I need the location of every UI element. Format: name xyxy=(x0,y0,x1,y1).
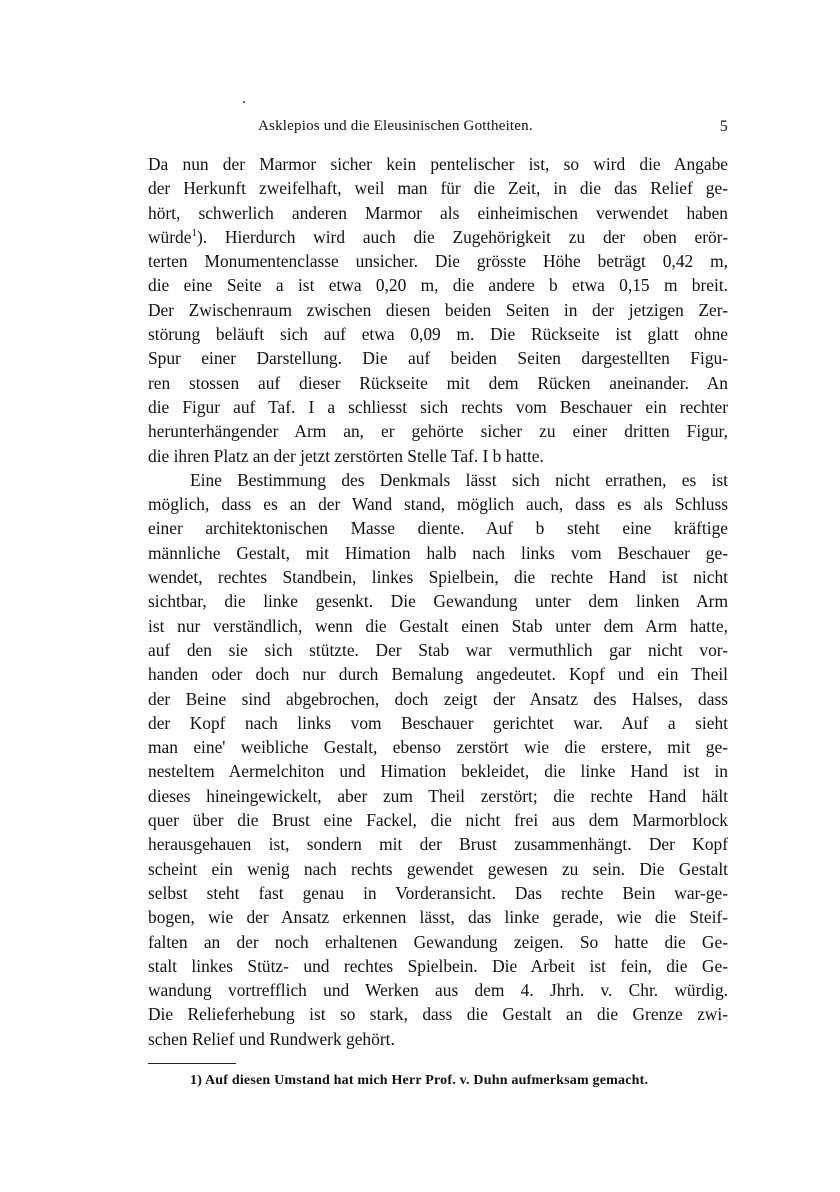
text-line: stalt linkes Stütz- und rechtes Spielbein. Die Arbeit ist fein, die Ge- xyxy=(148,955,728,976)
running-title: Asklepios und die Eleusinischen Gottheiten. xyxy=(258,118,533,134)
text-line: wandung vortrefflich und Werken aus dem 4. Jhrh. v. Chr. würdig. xyxy=(148,980,728,1001)
text-line: herausgehauen ist, sondern mit der Brust zusammenhängt. Der Kopf xyxy=(148,834,728,855)
text-line: hört, schwerlich anderen Marmor als einheimischen verwendet haben xyxy=(148,202,728,223)
text-line: Da nun der Marmor sicher kein pentelischer ist, so wird die Angabe xyxy=(148,154,728,174)
text-line: Eine Bestimmung des Denkmals lässt sich nicht errathen, es ist xyxy=(190,469,728,490)
text-line-with-footnote-ref xyxy=(148,225,728,249)
text-line: dieses hineingewickelt, aber zum Theil zerstört; die rechte Hand hält xyxy=(148,785,728,806)
text-line: nesteltem Aermelchiton und Himation bekleidet, die linke Hand ist in xyxy=(148,761,728,782)
text-line: die Figur auf Taf. I a schliesst sich rechts vom Beschauer ein rechter xyxy=(148,396,728,417)
footnote: 1) Auf diesen Umstand hat mich Herr Prof. v. Duhn aufmerksam gemacht. xyxy=(190,1073,649,1088)
body-text xyxy=(148,152,728,1051)
text-line: der Herkunft zweifelhaft, weil man für die Zeit, in die das Relief ge- xyxy=(148,178,728,199)
text-fragment: würde xyxy=(148,226,192,247)
text-line: man eine' weibliche Gestalt, ebenso zerstört wie die erstere, mit ge- xyxy=(148,737,728,758)
text-line: die ihren Platz an der jetzt zerstörten Stelle Taf. I b hatte. xyxy=(148,445,544,466)
text-line: selbst steht fast genau in Vorderansicht. Das rechte Bein war-ge- xyxy=(148,882,728,903)
text-line: bogen, wie der Ansatz erkennen lässt, das linke gerade, wie die Steif- xyxy=(148,907,728,928)
text-line: schen Relief und Rundwerk gehört. xyxy=(148,1028,395,1049)
text-line: quer über die Brust eine Fackel, die nicht frei aus dem Marmorblock xyxy=(148,810,728,831)
text-line: der Kopf nach links vom Beschauer gerichtet war. Auf a sieht xyxy=(148,712,728,733)
text-line: terten Monumentenclasse unsicher. Die grösste Höhe beträgt 0,42 m, xyxy=(148,251,728,272)
text-fragment: ). Hierdurch wird auch die Zugehörigkeit zu der oben erör- xyxy=(196,226,728,247)
text-line: falten an der noch erhaltenen Gewandung zeigen. So hatte die Ge- xyxy=(148,931,728,952)
text-line: störung beläuft sich auf etwa 0,09 m. Die Rückseite ist glatt ohne xyxy=(148,324,728,345)
text-line: die eine Seite a ist etwa 0,20 m, die andere b etwa 0,15 m breit. xyxy=(148,275,728,296)
text-line: scheint ein wenig nach rechts gewendet gewesen zu sein. Die Gestalt xyxy=(148,858,728,879)
text-line: wendet, rechtes Standbein, linkes Spielbein, die rechte Hand ist nicht xyxy=(148,567,728,588)
running-header xyxy=(148,118,728,138)
print-speck xyxy=(243,101,245,103)
page-number: 5 xyxy=(719,118,728,135)
text-line: männliche Gestalt, mit Himation halb nach links vom Beschauer ge- xyxy=(148,542,728,563)
text-line: sichtbar, die linke gesenkt. Die Gewandung unter dem linken Arm xyxy=(148,591,728,612)
footnote-divider xyxy=(148,1063,236,1064)
footnote-ref: 1 xyxy=(191,227,197,240)
text-line: Spur einer Darstellung. Die auf beiden Seiten dargestellten Figu- xyxy=(148,348,728,369)
text-line: herunterhängender Arm an, er gehörte sicher zu einer dritten Figur, xyxy=(148,421,728,442)
text-line: auf den sie sich stützte. Der Stab war vermuthlich gar nicht vor- xyxy=(148,639,728,660)
text-line: ren stossen auf dieser Rückseite mit dem Rücken aneinander. An xyxy=(148,372,728,393)
text-line: Die Relieferhebung ist so stark, dass die Gestalt an die Grenze zwi- xyxy=(148,1004,728,1025)
text-line: ist nur verständlich, wenn die Gestalt einen Stab unter dem Arm hatte, xyxy=(148,615,728,636)
text-line: handen oder doch nur durch Bemalung angedeutet. Kopf und ein Theil xyxy=(148,664,728,685)
text-line: einer architektonischen Masse diente. Auf b steht eine kräftige xyxy=(148,518,728,539)
text-line: Der Zwischenraum zwischen diesen beiden Seiten in der jetzigen Zer- xyxy=(148,299,728,320)
text-line: möglich, dass es an der Wand stand, möglich auch, dass es als Schluss xyxy=(148,494,728,515)
text-line: der Beine sind abgebrochen, doch zeigt der Ansatz des Halses, dass xyxy=(148,688,728,709)
